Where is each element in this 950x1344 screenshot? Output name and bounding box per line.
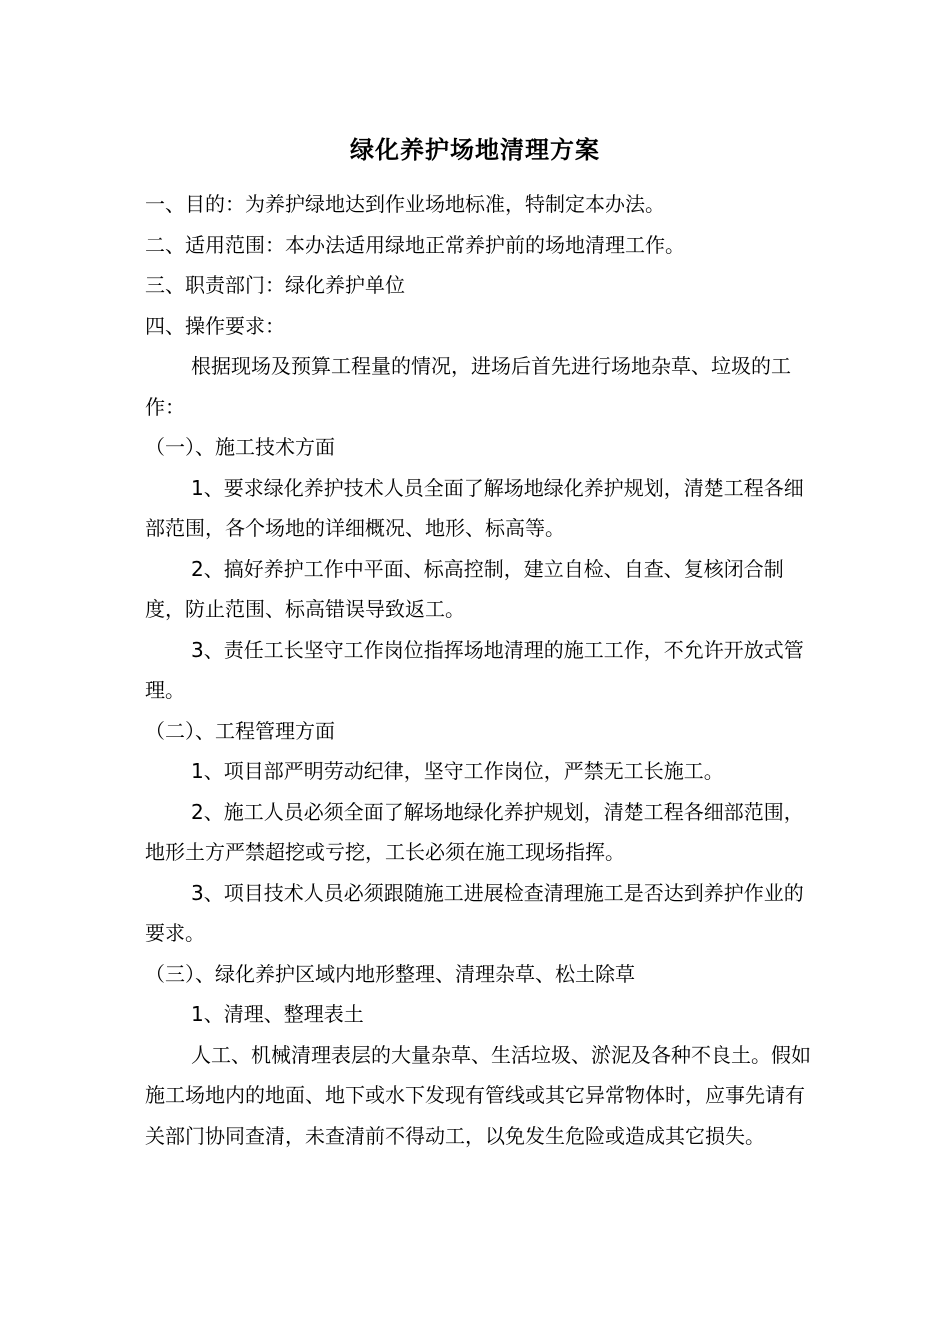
paragraph-operation-intro: 根据现场及预算工程量的情况，进场后首先进行场地杂草、垃圾的工作： [145,354,791,419]
section-heading-project-management: （二）、工程管理方面 [145,718,335,743]
paragraph-technology-item-2: 2、搞好养护工作中平面、标高控制，建立自检、自查、复核闭合制度，防止范围、标高错误导致返工。 [145,556,784,621]
paragraph-topsoil-heading: 1、清理、整理表土 [191,1002,364,1026]
paragraph-management-item-3: 3、项目技术人员必须跟随施工进展检查清理施工是否达到养护作业的要求。 [145,880,804,945]
paragraph-operation-requirements-heading: 四、操作要求： [145,313,285,338]
paragraph-management-item-2: 2、施工人员必须全面了解场地绿化养护规划，清楚工程各细部范围，地形土方严禁超挖或亏挖，工长必须在施工现场指挥。 [145,799,804,864]
paragraph-purpose: 一、目的：为养护绿地达到作业场地标准，特制定本办法。 [145,192,665,216]
document-body [145,184,813,1156]
paragraph-scope: 二、适用范围：本办法适用绿地正常养护前的场地清理工作。 [145,232,685,257]
document-title: 绿化养护场地清理方案 [350,136,600,164]
section-heading-terrain-and-weeding: （三）、绿化养护区域内地形整理、清理杂草、松土除草 [145,961,635,986]
paragraph-technology-item-3: 3、责任工长坚守工作岗位指挥场地清理的施工工作，不允许开放式管理。 [145,637,804,702]
paragraph-topsoil-details: 人工、机械清理表层的大量杂草、生活垃圾、淤泥及各种不良土。假如施工场地内的地面、地下或水下发现有管线或其它异常物体时，应事先请有关部门协同查清，未查清前不得动工，以免发生危险或造成其它损失。 [145,1042,811,1148]
paragraph-technology-item-1: 1、要求绿化养护技术人员全面了解场地绿化养护规划，清楚工程各细部范围，各个场地的详细概况、地形、标高等。 [145,475,804,540]
paragraph-responsible-department: 三、职责部门：绿化养护单位 [145,273,405,297]
section-heading-construction-technology: （一）、施工技术方面 [145,435,335,459]
paragraph-management-item-1: 1、项目部严明劳动纪律，坚守工作岗位，严禁无工长施工。 [191,759,724,783]
